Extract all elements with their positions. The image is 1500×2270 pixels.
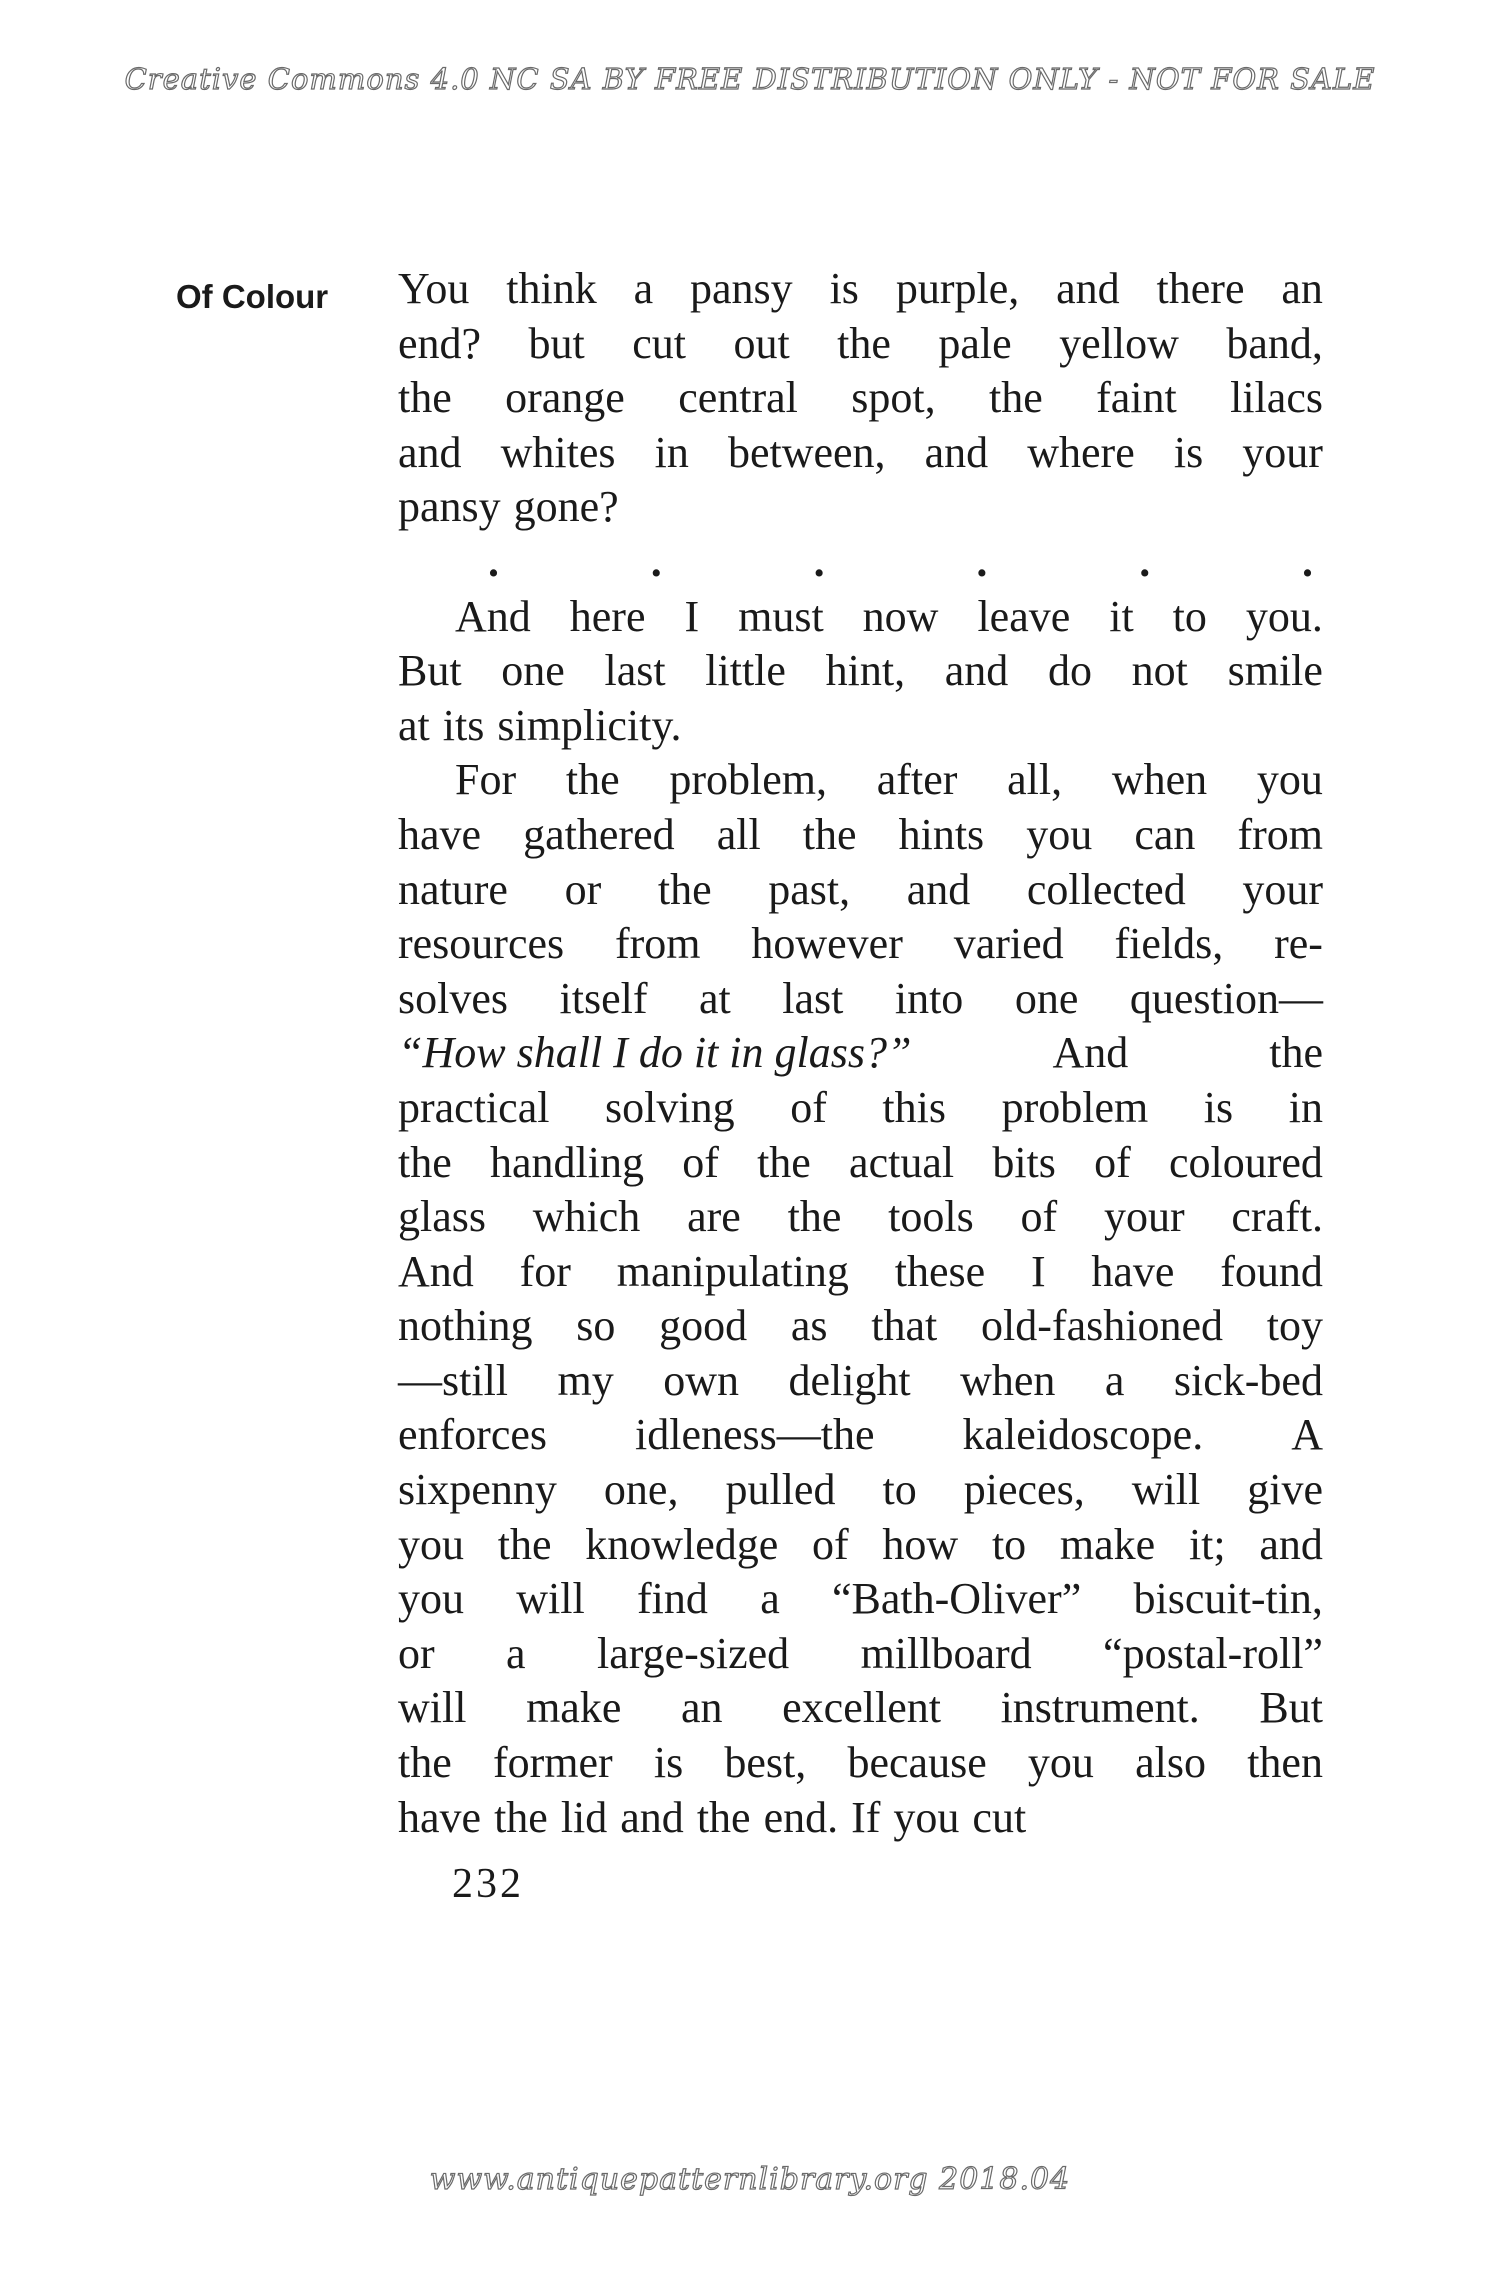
word: own — [663, 1355, 739, 1405]
word: out — [733, 318, 790, 368]
text-line — [398, 1245, 1323, 1300]
text-line — [398, 753, 1323, 808]
word: as — [790, 1301, 828, 1351]
break-dot: . — [976, 536, 988, 586]
word: or — [564, 864, 602, 914]
word: past, — [768, 864, 851, 914]
word: however — [751, 919, 903, 969]
word: its — [442, 700, 485, 750]
word: have — [398, 809, 482, 859]
word: And — [455, 591, 531, 641]
word: in — [1288, 1082, 1323, 1132]
text-line — [398, 371, 1323, 426]
word: sixpenny — [398, 1465, 557, 1515]
text-line — [398, 1627, 1323, 1682]
word: also — [1135, 1738, 1206, 1788]
break-dot: . — [1139, 536, 1151, 586]
footer-url: www.antiquepatternlibrary.org 2018.04 — [429, 2162, 1071, 2197]
word: your — [1242, 427, 1323, 477]
word: fields, — [1114, 919, 1224, 969]
word: have — [1091, 1246, 1175, 1296]
word: collected — [1026, 864, 1186, 914]
word: cut — [972, 1792, 1027, 1842]
word: to — [991, 1519, 1027, 1569]
word: pale — [938, 318, 1012, 368]
word: manipulating — [616, 1246, 849, 1296]
word: cut — [632, 318, 686, 368]
word: leave — [977, 591, 1071, 641]
word: instrument. — [1000, 1683, 1200, 1733]
word: of — [682, 1137, 719, 1187]
word: in — [654, 427, 689, 477]
text-line — [398, 262, 1323, 317]
text-line — [398, 1791, 1323, 1846]
word: have — [398, 1792, 482, 1842]
word: hints — [898, 809, 985, 859]
word: For — [455, 755, 517, 805]
word: do — [1047, 646, 1092, 696]
word: pulled — [725, 1465, 836, 1515]
word: your — [1242, 864, 1323, 914]
word: But — [398, 646, 462, 696]
word: the — [837, 318, 891, 368]
word: this — [882, 1082, 946, 1132]
word: must — [738, 591, 824, 641]
word: If — [851, 1792, 881, 1842]
word: make — [1059, 1519, 1156, 1569]
word: because — [847, 1738, 987, 1788]
word: the — [497, 1519, 552, 1569]
word: pieces, — [963, 1465, 1085, 1515]
word: millboard — [860, 1628, 1032, 1678]
word: an — [1281, 264, 1323, 313]
license-header: Creative Commons 4.0 NC SA BY FREE DISTRIBUTION ONLY - NOT FOR SALE — [124, 62, 1376, 96]
text-line — [398, 426, 1323, 481]
word: resources — [398, 919, 565, 969]
word: nature — [398, 864, 508, 914]
word: of — [1020, 1192, 1058, 1242]
word: here — [569, 591, 646, 641]
word: the — [494, 1792, 548, 1842]
word: itself — [559, 973, 648, 1023]
word: last — [604, 646, 666, 696]
text-line — [398, 590, 1323, 645]
word: kaleidoscope. — [962, 1410, 1204, 1460]
word: I — [684, 591, 700, 641]
word: enforces — [398, 1410, 548, 1460]
word: you — [398, 1574, 464, 1624]
word: at — [398, 700, 430, 750]
break-dot: . — [488, 536, 499, 586]
word: and — [944, 646, 1009, 696]
word: an — [681, 1683, 723, 1733]
word: of — [812, 1519, 849, 1569]
word: toy — [1266, 1301, 1323, 1351]
text-line — [398, 1190, 1323, 1245]
word: excellent — [782, 1683, 941, 1733]
word: find — [637, 1574, 708, 1624]
word: there — [1156, 264, 1245, 313]
word: to — [882, 1465, 917, 1515]
text-line — [398, 917, 1323, 972]
word: varied — [953, 919, 1064, 969]
word: these — [894, 1246, 986, 1296]
word: practical — [398, 1082, 550, 1132]
word: is — [829, 264, 859, 313]
word: a — [760, 1574, 780, 1624]
word: biscuit-tin, — [1133, 1574, 1323, 1624]
word: faint — [1096, 373, 1177, 423]
word: problem, — [669, 755, 828, 805]
word: glass — [398, 1192, 486, 1242]
word: the — [657, 864, 712, 914]
text-line — [398, 863, 1323, 918]
text-line — [398, 1136, 1323, 1191]
word: smile — [1227, 646, 1323, 696]
word: when — [960, 1355, 1056, 1405]
word: the — [1269, 1028, 1323, 1078]
text-line — [398, 1681, 1323, 1736]
word: lilacs — [1230, 373, 1323, 423]
word: from — [614, 919, 701, 969]
word: and — [924, 427, 989, 477]
word: solves — [398, 973, 508, 1023]
text-line — [398, 1518, 1323, 1573]
word: And — [1052, 1028, 1129, 1078]
word: you — [893, 1792, 960, 1842]
text-line — [398, 1736, 1323, 1791]
word: last — [782, 973, 844, 1023]
word: handling — [489, 1137, 644, 1187]
word: all — [716, 809, 761, 859]
word: and — [620, 1792, 684, 1842]
word: and — [1056, 264, 1120, 313]
word: simplicity. — [497, 700, 682, 750]
word: band, — [1226, 318, 1323, 368]
word: pansy — [398, 482, 501, 532]
word: whites — [500, 427, 616, 477]
text-line — [398, 1408, 1323, 1463]
word: but — [528, 318, 585, 368]
text-line — [398, 1026, 1323, 1081]
text-line — [398, 1081, 1323, 1136]
word: little — [705, 646, 786, 696]
word: the — [565, 755, 620, 805]
text-line — [398, 1299, 1323, 1354]
word: you. — [1245, 591, 1323, 641]
word: nothing — [398, 1301, 533, 1351]
body-text — [398, 262, 1323, 1845]
word: end? — [398, 318, 482, 368]
text-line — [398, 1572, 1323, 1627]
word: when — [1111, 755, 1208, 805]
word: is — [1173, 427, 1204, 477]
word: then — [1247, 1738, 1323, 1788]
word: the — [787, 1192, 842, 1242]
break-dot: . — [813, 536, 825, 586]
word: found — [1220, 1246, 1323, 1296]
word: my — [557, 1355, 614, 1405]
word: solving — [605, 1082, 735, 1132]
word: you — [1256, 755, 1323, 805]
word: tools — [888, 1192, 974, 1242]
break-dot: . — [1301, 536, 1313, 586]
word: give — [1247, 1465, 1323, 1515]
word: you — [1027, 1738, 1094, 1788]
word: pansy — [690, 264, 793, 313]
text-line — [398, 699, 1323, 754]
text-line — [398, 317, 1323, 372]
word: good — [659, 1301, 748, 1351]
word: one, — [603, 1465, 679, 1515]
word: it; — [1188, 1519, 1226, 1569]
word: the — [398, 373, 452, 423]
word: the — [696, 1792, 751, 1842]
word: lid — [560, 1792, 608, 1842]
word: is — [1203, 1082, 1234, 1132]
word: the — [802, 809, 857, 859]
word: You — [398, 264, 470, 313]
word: sick-bed — [1173, 1355, 1323, 1405]
word: “postal-roll” — [1103, 1628, 1323, 1678]
text-line — [398, 1354, 1323, 1409]
break-dot: . — [650, 536, 662, 586]
word: A — [1291, 1410, 1323, 1460]
word: actual — [849, 1137, 955, 1187]
word: knowledge — [585, 1519, 779, 1569]
word: make — [526, 1683, 622, 1733]
word: you — [1026, 809, 1093, 859]
word: will — [1131, 1465, 1201, 1515]
word: orange — [505, 373, 625, 423]
word: re- — [1274, 919, 1323, 969]
word: and — [398, 427, 462, 477]
word: and — [906, 864, 971, 914]
word: that — [871, 1301, 938, 1351]
word: the — [988, 373, 1043, 423]
section-break — [398, 535, 1323, 590]
word: idleness—the — [635, 1410, 875, 1460]
word: you — [398, 1519, 464, 1569]
text-line — [398, 972, 1323, 1027]
text-line — [398, 808, 1323, 863]
word: will — [516, 1574, 585, 1624]
word: central — [678, 373, 798, 423]
word: are — [687, 1192, 741, 1242]
word: former — [492, 1738, 613, 1788]
word: gone? — [513, 482, 619, 532]
word: bits — [992, 1137, 1056, 1187]
word: problem — [1001, 1082, 1149, 1132]
word: purple, — [895, 264, 1020, 313]
word: is — [653, 1738, 684, 1788]
word: for — [519, 1246, 571, 1296]
word: question— — [1129, 973, 1323, 1023]
word: large-sized — [596, 1628, 790, 1678]
text-line — [398, 644, 1323, 699]
paragraph-2 — [398, 590, 1323, 754]
word: where — [1027, 427, 1135, 477]
word: a — [506, 1628, 526, 1678]
word: and — [1259, 1519, 1323, 1569]
word: a — [633, 264, 654, 313]
word: one — [1014, 973, 1079, 1023]
word: the — [757, 1137, 811, 1187]
word: or — [398, 1628, 435, 1678]
word: —still — [398, 1355, 509, 1405]
word: so — [576, 1301, 616, 1351]
word: coloured — [1168, 1137, 1323, 1187]
paragraph-3 — [398, 753, 1323, 1845]
page-number: 232 — [452, 1861, 524, 1907]
word: delight — [788, 1355, 911, 1405]
word: yellow — [1059, 318, 1179, 368]
word: of — [1094, 1137, 1131, 1187]
word: “Bath-Oliver” — [832, 1574, 1082, 1624]
word: think — [506, 264, 597, 313]
word: end. — [763, 1792, 839, 1842]
side-heading: Of Colour — [176, 278, 329, 315]
word: how — [882, 1519, 959, 1569]
word: it — [1109, 591, 1134, 641]
paragraph-1 — [398, 262, 1323, 535]
word: all, — [1007, 755, 1063, 805]
word: your — [1103, 1192, 1185, 1242]
word: can — [1134, 809, 1196, 859]
word: “How shall I do it in glass?” — [398, 1028, 912, 1078]
word: But — [1259, 1683, 1323, 1733]
word: of — [790, 1082, 827, 1132]
word: to — [1172, 591, 1207, 641]
word: hint, — [825, 646, 906, 696]
word: at — [698, 973, 731, 1023]
word: old-fashioned — [981, 1301, 1223, 1351]
word: will — [398, 1683, 467, 1733]
word: which — [532, 1192, 641, 1242]
word: And — [398, 1246, 474, 1296]
text-line — [398, 480, 1323, 535]
word: after — [876, 755, 958, 805]
word: between, — [727, 427, 886, 477]
word: from — [1237, 809, 1323, 859]
word: craft. — [1231, 1192, 1323, 1242]
word: not — [1131, 646, 1188, 696]
word: I — [1030, 1246, 1046, 1296]
word: one — [501, 646, 565, 696]
text-line — [398, 1463, 1323, 1518]
word: spot, — [851, 373, 936, 423]
word: a — [1104, 1355, 1125, 1405]
word: the — [398, 1137, 452, 1187]
word: now — [862, 591, 939, 641]
word: best, — [724, 1738, 807, 1788]
word: gathered — [523, 809, 675, 859]
word: into — [894, 973, 964, 1023]
word: the — [398, 1738, 452, 1788]
